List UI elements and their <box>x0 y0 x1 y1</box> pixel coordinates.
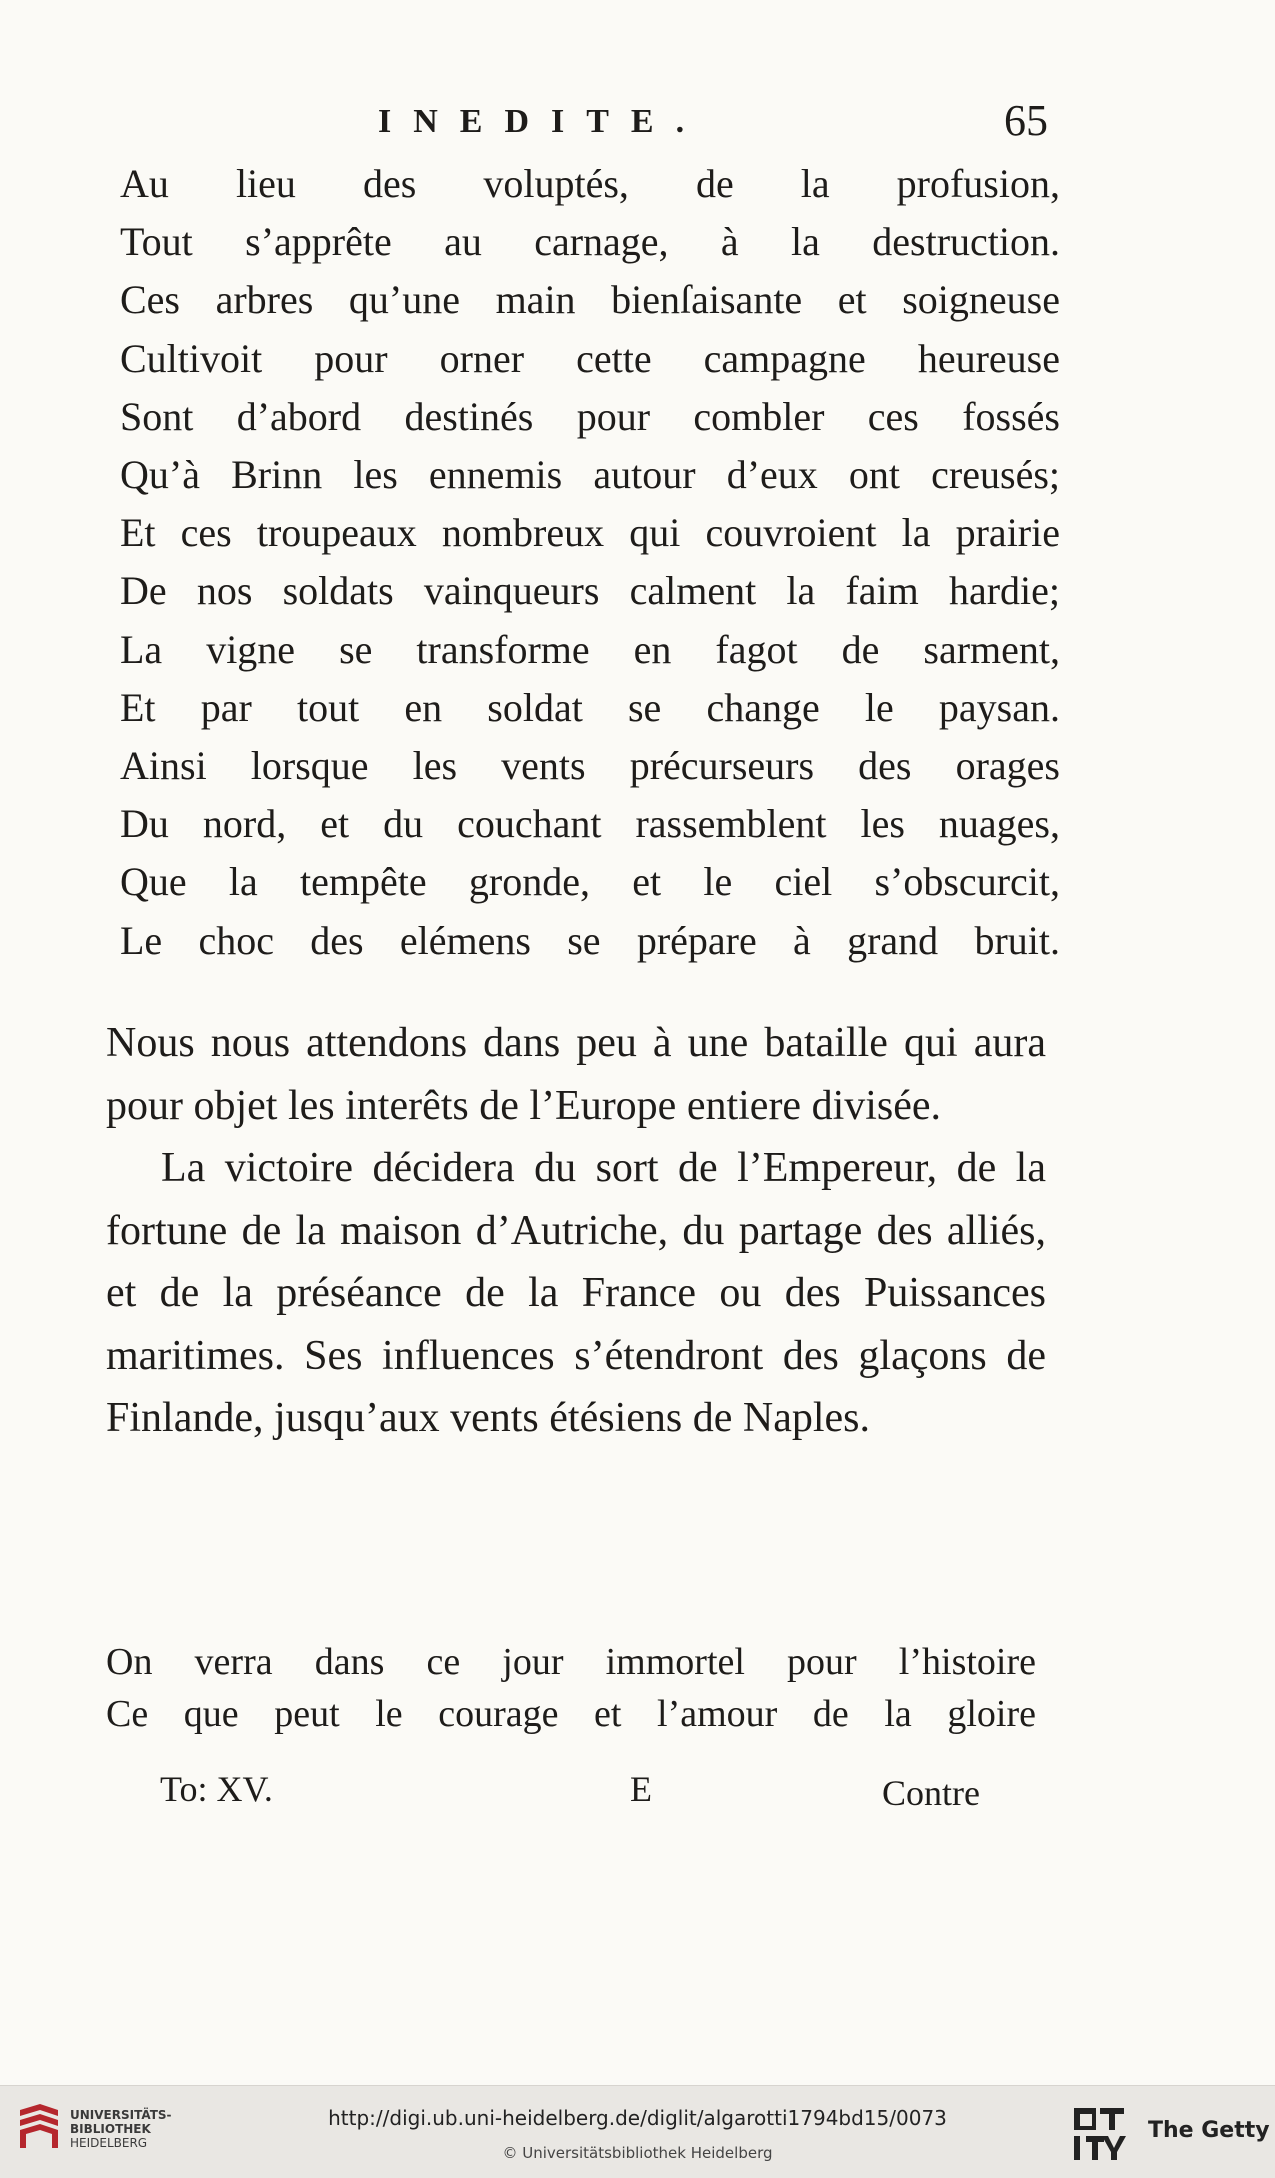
verse-line: Le choc des elémens se prépare à grand bruit. <box>120 917 1060 963</box>
verse-line: Tout s’apprête au carnage, à la destruction. <box>120 219 1060 265</box>
verse-line: Ainsi lorsque les vents précurseurs des orages <box>120 743 1060 789</box>
gathering-mark: E <box>630 1769 652 1809</box>
copyright-notice: © Universitätsbibliothek Heidelberg <box>502 2144 773 2162</box>
page-header <box>378 95 1058 155</box>
verse-line: Ce que peut le courage et l’amour de la gloire <box>106 1693 1036 1735</box>
closing-verse <box>106 1636 1036 1740</box>
verse-line: La vigne se transforme en fagot de sarment, <box>120 626 1060 672</box>
verse-line: On verra dans ce jour immortel pour l’histoire <box>106 1641 1036 1683</box>
verse-line: De nos soldats vainqueurs calment la faim hardie; <box>120 568 1060 614</box>
page-number: 65 <box>1004 96 1048 145</box>
verse-line: Et ces troupeaux nombreux qui couvroient la prairie <box>120 510 1060 556</box>
volume-mark: To: XV. <box>160 1769 273 1809</box>
permalink-url[interactable]: http://digi.ub.uni-heidelberg.de/diglit/algarotti1794bd15/0073 <box>328 2106 947 2130</box>
prose-paragraph: Nous nous attendons dans peu à une bataille qui aura pour objet les interêts de l’Europe entiere divisée. <box>106 1020 1046 1129</box>
verse-line: Ces arbres qu’une main bienſaisante et soigneuse <box>120 277 1060 323</box>
prose-paragraph: La victoire décidera du sort de l’Empereur, de la fortune de la maison d’Autriche, du partage des alliés, et de la préséance de la France ou des Puissances maritimes. Ses influences s’étendront des glaçons de Finlande, jusqu’aux vents étésiens de Naples. <box>106 1145 1046 1441</box>
verse-line: Du nord, et du couchant rassemblent les nuages, <box>120 801 1060 847</box>
signature-line <box>160 1768 980 1818</box>
catchword: Contre <box>882 1773 980 1813</box>
verse-line: Cultivoit pour orner cette campagne heureuse <box>120 335 1060 381</box>
partner-name: The Getty <box>1148 2118 1270 2143</box>
prose-block <box>106 1012 1046 1450</box>
verse-line: Au lieu des voluptés, de la profusion, <box>120 161 1060 206</box>
getty-logo-icon <box>1070 2104 1128 2164</box>
viewer-footer <box>0 2085 1275 2178</box>
verse-block <box>120 155 1080 970</box>
verse-line: Et par tout en soldat se change le paysan. <box>120 684 1060 730</box>
running-title: INEDITE. <box>378 103 707 140</box>
verse-line: Qu’à Brinn les ennemis autour d’eux ont creusés; <box>120 452 1060 498</box>
university-library-name: UNIVERSITÄTS- BIBLIOTHEK HEIDELBERG <box>70 2108 172 2150</box>
verse-line: Que la tempête gronde, et le ciel s’obscurcit, <box>120 859 1060 905</box>
verse-line: Sont d’abord destinés pour combler ces fossés <box>120 393 1060 439</box>
